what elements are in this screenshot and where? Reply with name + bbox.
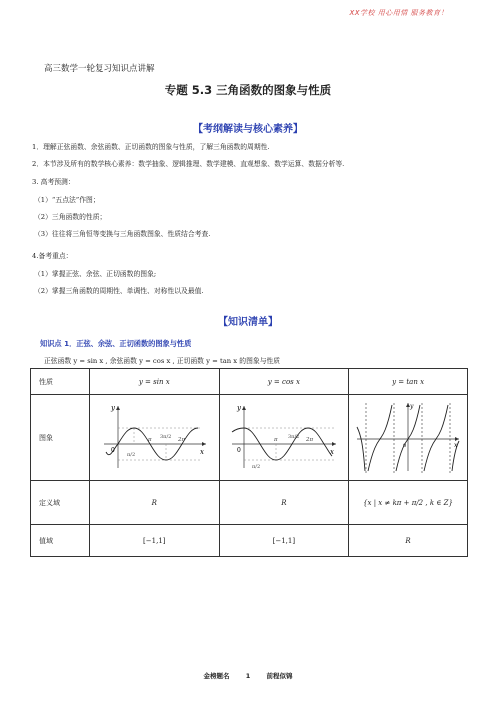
axis-label-x: x (454, 441, 458, 449)
range-tan: R (349, 525, 468, 557)
section-heading-syllabus: 【考纲解读与核心素养】 (193, 124, 303, 135)
cos-graph (224, 400, 344, 474)
origin-label: 0 (111, 446, 116, 454)
axis-label-y: y (410, 402, 414, 410)
origin-label: 0 (236, 446, 241, 454)
table-row (31, 395, 468, 481)
tan-graph-cell (349, 395, 468, 481)
document-tag: 高三数学一轮复习知识点讲解 (44, 64, 155, 74)
sin-graph (94, 400, 214, 474)
axis-label-x: x (329, 447, 334, 456)
range-cos: [−1,1] (219, 525, 349, 557)
tan-graph (353, 399, 463, 475)
tick-label: 2π (178, 436, 186, 443)
syllabus-line: （2）掌握三角函数的周期性、单调性、对称性以及最值. (34, 287, 204, 295)
tick-label: π (273, 436, 278, 443)
tick-label: 3π/2 (287, 433, 300, 440)
domain-cos: R (219, 481, 349, 525)
syllabus-line: 4.备考重点： (32, 252, 73, 260)
table-row (31, 481, 468, 525)
syllabus-line: （1）“五点法”作图； (34, 196, 100, 204)
syllabus-line: 3. 高考预测： (32, 178, 75, 186)
syllabus-line: （1）掌握正弦、余弦、正切函数的图象; (34, 270, 157, 278)
syllabus-line: （2）三角函数的性质； (34, 213, 107, 221)
syllabus-line: （3）往往将三角恒等变换与三角函数图象、性质结合考查. (34, 230, 211, 238)
sin-graph-cell (90, 395, 220, 481)
page-footer: 金榜题名 1 前程似锦 (203, 672, 293, 680)
axis-label-x: x (200, 447, 205, 456)
table-row-label: 定义域 (31, 481, 90, 525)
domain-sin: R (90, 481, 220, 525)
range-sin: [−1,1] (90, 525, 220, 557)
syllabus-line: 2．本节涉及所有的数学核心素养：数学抽象、逻辑推理、数学建模、直观想象、数学运算、数据分析等. (32, 160, 345, 168)
knowledge-point-title: 知识点 1．正弦、余弦、正切函数的图象与性质 (40, 339, 192, 348)
function-header-sin: y = sin x (90, 369, 220, 395)
axis-label-y: y (111, 403, 116, 412)
header-slogan: XX学校 用心用情 服务教育！ (349, 9, 448, 17)
table-row (31, 369, 468, 395)
tick-label: π/2 (251, 463, 260, 470)
table-row-label: 图象 (31, 395, 90, 481)
axis-label-y: y (236, 403, 241, 412)
tick-label: 3π/2 (160, 433, 172, 440)
function-header-tan: y = tan x (349, 369, 468, 395)
function-header-cos: y = cos x (219, 369, 349, 395)
tick-label: π/2 (127, 451, 136, 458)
document-title: 专题 5.3 三角函数的图象与性质 (164, 83, 332, 97)
domain-tan: {x | x ≠ kπ + π/2 , k ∈ Z} (349, 481, 468, 525)
table-header-cell: 性质 (31, 369, 90, 395)
syllabus-line: 1．理解正弦函数、余弦函数、正切函数的图象与性质，了解三角函数的周期性. (32, 143, 270, 151)
knowledge-point-subtitle: 正弦函数 y = sin x , 余弦函数 y = cos x , 正切函数 y = tan x 的图象与性质 (44, 357, 281, 365)
table-row (31, 525, 468, 557)
cos-graph-cell (219, 395, 349, 481)
tick-label: 2π (305, 436, 313, 443)
table-row-label: 值域 (31, 525, 90, 557)
properties-table (30, 368, 468, 557)
tick-label: π (148, 436, 152, 443)
origin-label: 0 (403, 442, 407, 449)
section-heading-knowledge: 【知识清单】 (218, 317, 278, 328)
